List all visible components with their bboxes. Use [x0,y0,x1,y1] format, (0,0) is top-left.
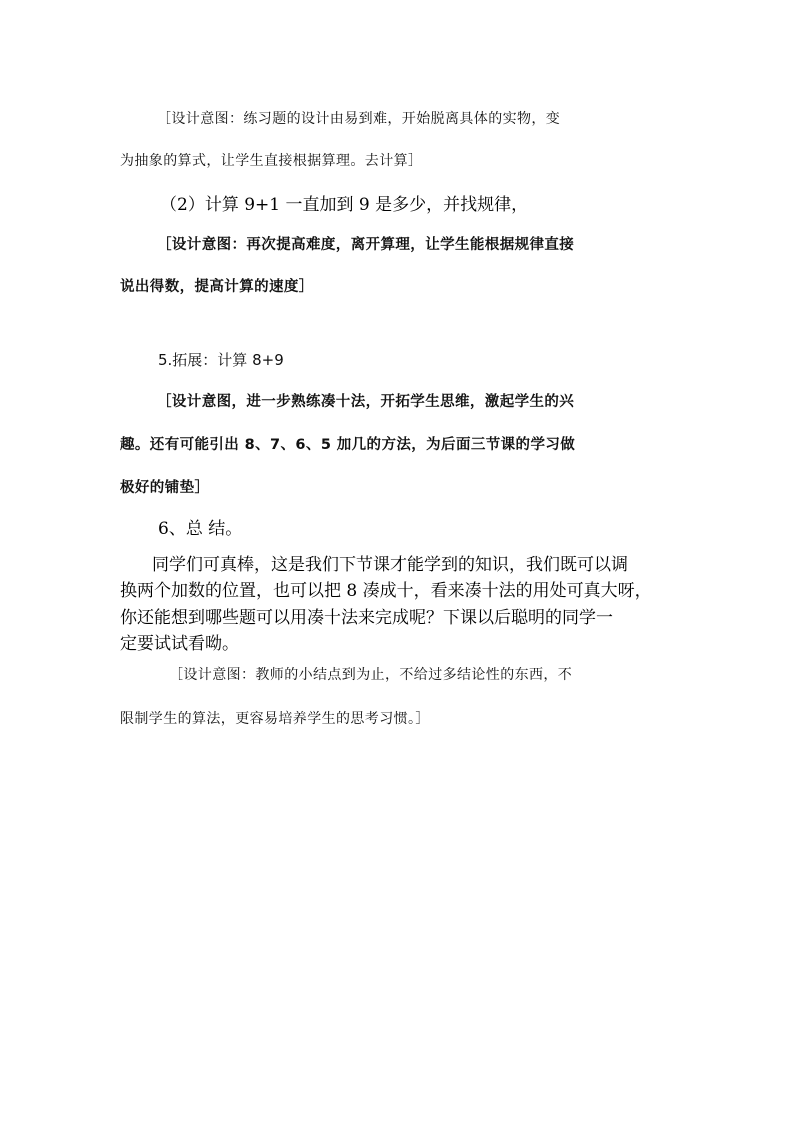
summary-line-3: 你还能想到哪些题可以用凑十法来完成呢？下课以后聪明的同学一 [120,608,613,628]
design-note-2-line-2: 说出得数，提高计算的速度］ [120,279,314,295]
exercise-item-2: （2）计算 9+1 一直加到 9 是多少，并找规律， [160,195,529,215]
design-note-4-line-1: ［设计意图：教师的小结点到为止，不给过多结论性的东西，不 [169,667,573,683]
design-note-3-line-2: 趣。还有可能引出 8、7、6、5 加几的方法，为后面三节课的学习做 [120,437,576,453]
summary-line-1: 同学们可真棒，这是我们下节课才能学到的知识，我们既可以调 [152,555,628,575]
design-note-1-line-2: 为抽象的算式，让学生直接根据算理。去计算］ [120,153,423,169]
section-6-heading: 6、总 结。 [158,519,243,539]
section-5-heading: 5.拓展：计算 8+9 [158,351,284,369]
summary-line-2: 换两个加数的位置，也可以把 8 凑成十，看来凑十法的用处可真大呀， [120,581,652,601]
design-note-3-line-3: 极好的铺垫］ [120,480,210,496]
design-note-1-line-1: ［设计意图：练习题的设计由易到难，开始脱离具体的实物，变 [157,111,561,127]
design-note-2-line-1: ［设计意图：再次提高难度，离开算理，让学生能根据规律直接 [157,237,575,253]
design-note-4-line-2: 限制学生的算法，更容易培养学生的思考习惯。］ [120,711,430,727]
design-note-3-line-1: ［设计意图，进一步熟练凑十法，开拓学生思维，激起学生的兴 [157,394,575,410]
summary-line-4: 定要试试看呦。 [120,634,239,654]
